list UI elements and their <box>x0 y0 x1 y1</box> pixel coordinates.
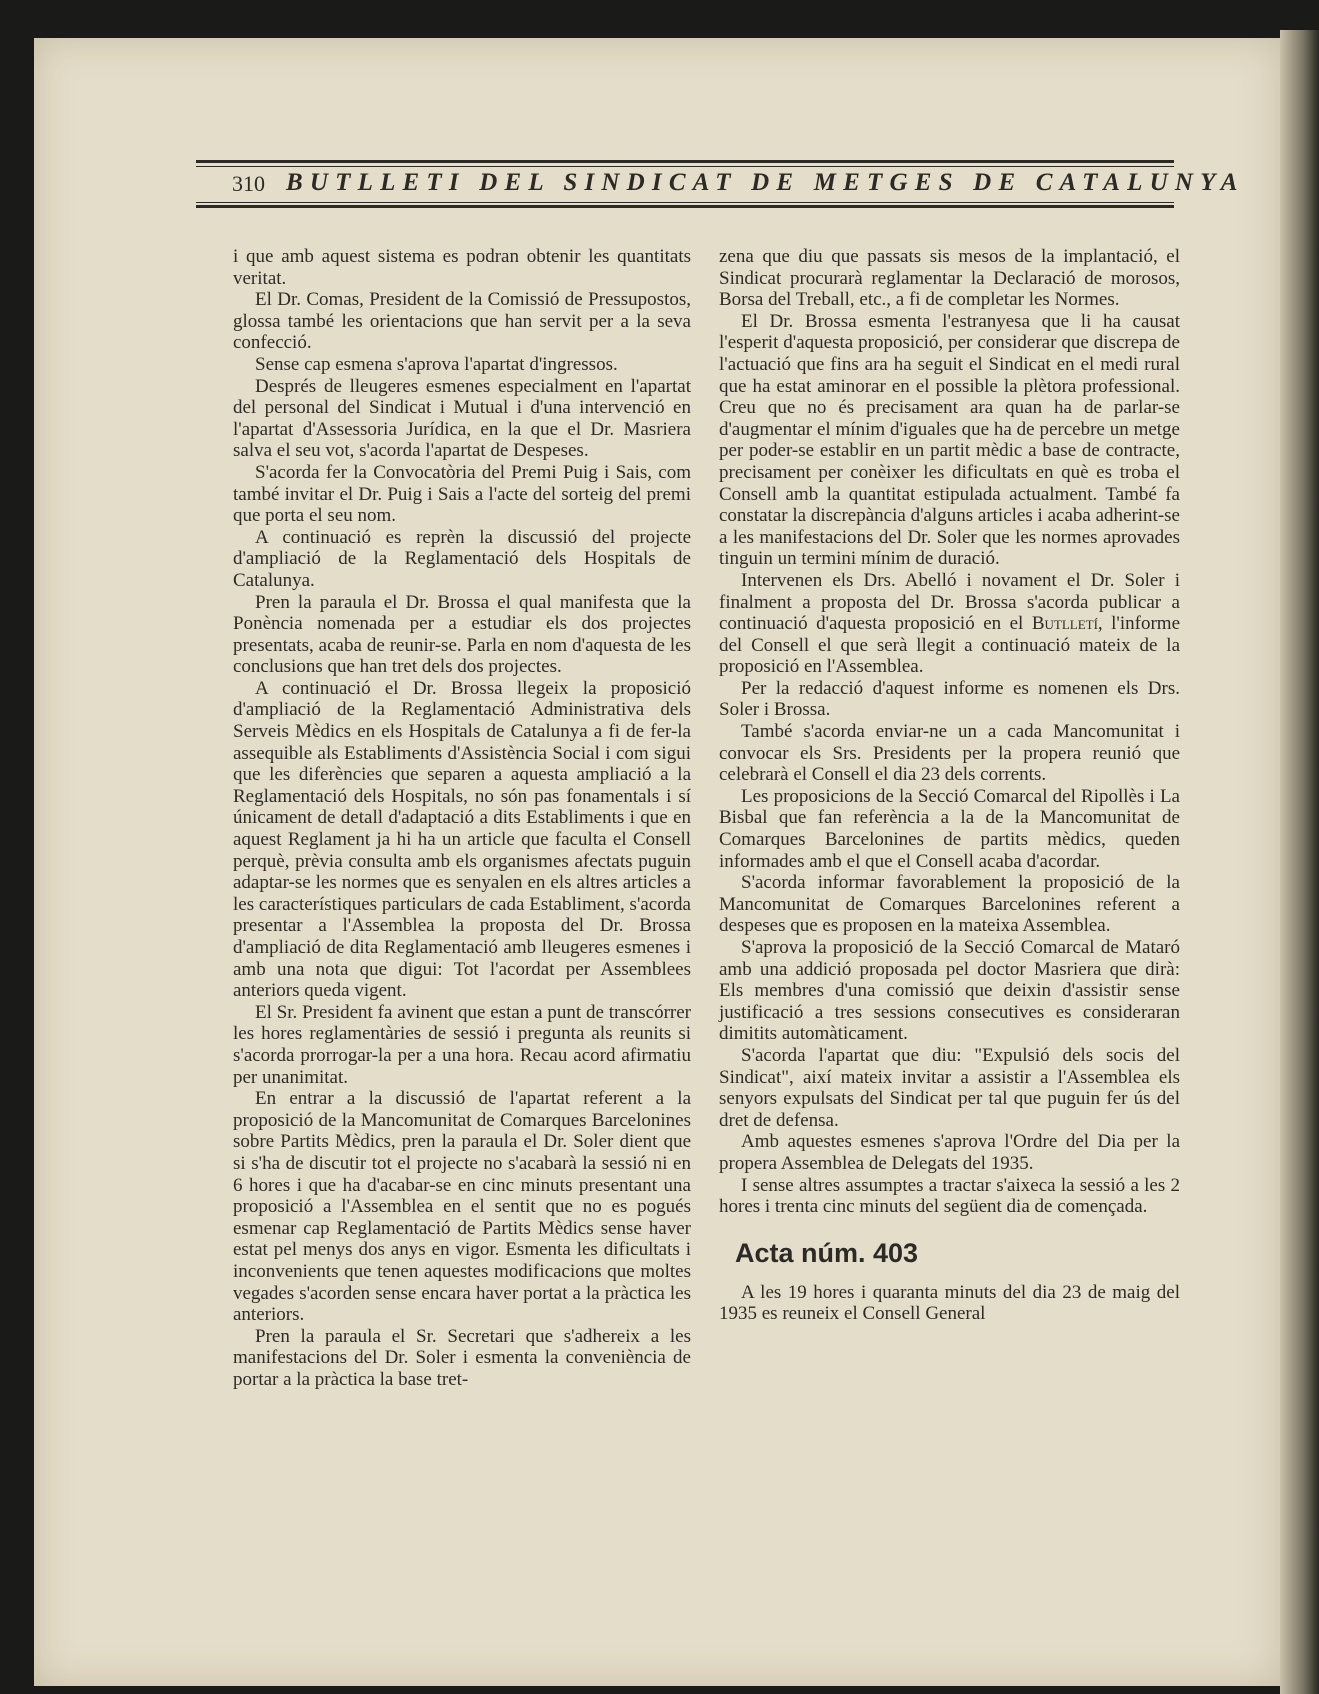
running-header <box>196 118 1245 208</box>
paragraph: A continuació es reprèn la discussió del projecte d'ampliació de la Reglamentació dels Hospitals de Catalunya. <box>233 526 691 591</box>
paragraph: Per la redacció d'aquest informe es nomenen els Drs. Soler i Brossa. <box>719 677 1180 721</box>
paragraph: El Sr. President fa avinent que estan a punt de transcórrer les hores reglamentàries de sessió i pregunta als reunits si s'acorda prorrogar-la per a una hora. Recau acord afirmatiu per unanimitat. <box>233 1001 691 1088</box>
left-column <box>233 246 691 1390</box>
paragraph: Pren la paraula el Dr. Brossa el qual manifesta que la Ponència nomenada per a estudiar els dos projectes presentats, acaba de reunir-se. Parla en nom d'aquesta de les conclusions que han tret dels dos projectes. <box>233 591 691 678</box>
paragraph: S'acorda informar favorablement la proposició de la Mancomunitat de Comarques Barcelonines referent a despeses que es proposen en la mateixa Assemblea. <box>719 872 1180 937</box>
paragraph: S'aprova la proposició de la Secció Comarcal de Mataró amb una addició proposada pel doctor Masriera que dirà: Els membres d'una comissió que deixin d'assistir sense justificació a tres sessions consecutives es consideraran dimitits automàticament. <box>719 937 1180 1045</box>
paragraph: zena que diu que passats sis mesos de la implantació, el Sindicat procurarà reglamentar la Declaració de morosos, Borsa del Treball, etc., a fi de completar les Normes. <box>719 246 1180 311</box>
paragraph: A continuació el Dr. Brossa llegeix la proposició d'ampliació de la Reglamentació Administrativa dels Serveis Mèdics en els Hospitals de Catalunya a fi de fer-la assequible als Establiments d'Assistència Social i com sigui que les diferències que separen a aquesta ampliació a la Reglamentació dels Hospitals, no són pas fonamentals i sí únicament de detall d'adaptació a dits Establiments i que en aquest Reglament ja hi ha un article que faculta el Consell perquè, prèvia consulta amb els organismes afectats puguin adaptar-se les normes que es senyalen en els altres articles a les característiques particulars de cada Establiment, s'acorda presentar a l'Assemblea la proposta del Dr. Brossa d'ampliació de dita Reglamentació amb lleugeres esmenes i amb una nota que digui: Tot l'acordat per Assemblees anteriors queda vigent. <box>233 677 691 1002</box>
acta-paragraph: A les 19 hores i quaranta minuts del dia 23 de maig del 1935 es reuneix el Consell General <box>719 1281 1180 1325</box>
page-number: 310 <box>232 171 265 196</box>
paragraph: El Dr. Comas, President de la Comissió de Pressupostos, glossa també les orientacions que han servit per a la seva confecció. <box>233 289 691 354</box>
paragraph: Amb aquestes esmenes s'aprova l'Ordre del Dia per la propera Assemblea de Delegats del 1935. <box>719 1131 1180 1174</box>
header-rule-bottom <box>196 205 1174 208</box>
paragraph: També s'acorda enviar-ne un a cada Mancomunitat i convocar els Srs. Presidents per la propera reunió que celebrarà el Consell el dia 23 dels corrents. <box>719 721 1180 786</box>
paragraph: i que amb aquest sistema es podran obtenir les quantitats veritat. <box>233 246 691 289</box>
paragraph: Pren la paraula el Sr. Secretari que s'adhereix a les manifestacions del Dr. Soler i esmenta la conveniència de portar a la pràctica la base tret- <box>233 1325 691 1390</box>
header-rule-bottom-thin <box>196 202 1174 203</box>
paragraph: Després de lleugeres esmenes especialment en l'apartat del personal del Sindicat i Mutual i d'una intervenció en l'apartat d'Assessoria Jurídica, en la que el Dr. Masriera salva el seu vot, s'acorda l'apartat de Despeses. <box>233 375 691 462</box>
butlleti-word: Butlletí <box>1031 613 1098 635</box>
header-rule-top <box>196 160 1174 163</box>
header-rule-top-thin <box>196 166 1174 167</box>
paragraph-text: , l'informe del Consell el que serà llegit a continuació mateix de la proposició en l'Assemblea. <box>719 613 1181 678</box>
paragraph: En entrar a la discussió de l'apartat referent a la proposició de la Mancomunitat de Comarques Barcelonines sobre Partits Mèdics, pren la paraula el Dr. Soler dient que si s'ha de discutir tot el projecte no s'acabarà la sessió ni en 6 hores i que ha d'acabar-se en cinc minuts presentant una proposició a l'Assemblea en el sentit que no es pogués esmenar cap Reglamentació de Partits Mèdics sense haver estat pel menys dos anys en vigor. Esmenta les dificultats i inconvenients que tenen aquestes modificacions que moltes vegades s'acorden sense encara haver portat a la pràctica les anteriors. <box>233 1088 691 1326</box>
paragraph: El Dr. Brossa esmenta l'estranyesa que li ha causat l'esperit d'aquesta proposició, per considerar que discrepa de l'actuació que fins ara ha seguit el Sindicat en el medi rural que ha estat aminorar en el possible la plètora professional. Creu que no és precisament ara quan ha de parlar-se d'augmentar el mínim d'iguales que ha de percebre un metge per poder-se establir en un partit mèdic a base de contracte, precisament per conèixer les dificultats en què es troba el Consell amb la quantitat estipulada actualment. També fa constatar la discrepància d'alguns articles i acaba adherint-se a les manifestacions del Dr. Soler que les normes aprovades tinguin un termini mínim de duració. <box>719 310 1180 570</box>
right-column <box>719 246 1180 1325</box>
paragraph: S'acorda fer la Convocatòria del Premi Puig i Sais, com també invitar el Dr. Puig i Sais a l'acte del sorteig del premi que porta el seu nom. <box>233 461 691 527</box>
page-edge <box>1280 30 1319 1694</box>
paragraph: Sense cap esmena s'aprova l'apartat d'ingressos. <box>255 353 618 375</box>
paragraph: I sense altres assumptes a tractar s'aixeca la sessió a les 2 hores i trenta cinc minuts del següent dia de començada. <box>719 1174 1180 1218</box>
acta-heading: Acta núm. 403 <box>735 1237 919 1268</box>
running-title: BUTLLETI DEL SINDICAT DE METGES DE CATALUNYA <box>286 169 1245 196</box>
paragraph: S'acorda l'apartat que diu: "Expulsió dels socis del Sindicat", així mateix invitar a assistir a l'Assemblea els senyors expulsats del Sindicat per tal que puguin fer ús del dret de defensa. <box>719 1044 1180 1131</box>
paragraph-text: Intervenen els Drs. Abelló i novament el Dr. Soler i finalment a proposta del Dr. Brossa s'acorda publicar a continuació d'aquesta proposició en el <box>719 569 1180 635</box>
paragraph: Les proposicions de la Secció Comarcal del Ripollès i La Bisbal que fan referència a la de la Mancomunitat de Comarques Barcelonines de partits mèdics, queden informades amb el que el Consell acaba d'acordar. <box>719 785 1180 872</box>
paragraph <box>719 570 1180 678</box>
